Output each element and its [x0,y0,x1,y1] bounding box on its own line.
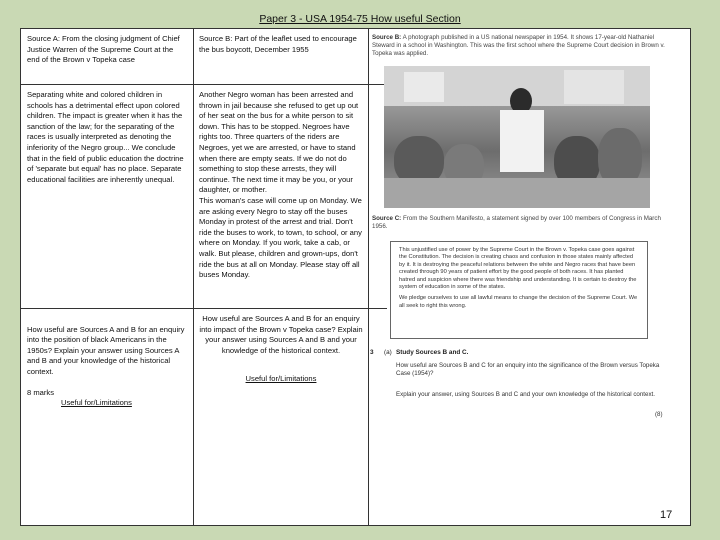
question-heading: Study Sources B and C. [396,349,469,356]
page-number: 17 [660,509,673,521]
source-c-quote [399,247,639,310]
source-c-label: Source C: [372,215,402,222]
question-a-marks: 8 marks [27,388,55,398]
source-c-quote-paragraph-1: This unjustified use of power by the Supreme Court in the Brown v. Topeka case goes against the Constitution. The decision is creating chaos and confusion in those states mainly affected by it. It is destroying the peaceful relations between the white and Negro races that have been created through 90 years of patient effort by the good people of both races. It has planted hatred and suspicion where there was friendship and understanding. It is certain to destroy the system of education in some of the states. [399,247,637,291]
classroom-photo [384,66,650,208]
source-a-heading: Source A: From the closing judgment of Chief Justice Warren of the Supreme Court at the end of the Brown v Topeka case [27,34,180,65]
question-b: How useful are Sources A and B for an enquiry into impact of the Brown v Topeka case? Explain your answer using Sources A and B and your knowledge of the historical context. [199,314,363,355]
question-a [27,314,189,399]
source-b-text: Another Negro woman has been arrested and thrown in jail because she refused to get up out of her seat on the bus for a white person to sit down. This has to be stopped. Negroes have rights too. Three quarters of the riders are Negroes, yet we are arrested, or have to stand when there are empty seats. If we do not do something to stop these arrests, they will continue. The next time it may be you, or your daughter, or mother. This woman's case will come up on Monday. We are asking every Negro to stay off the buses Monday in protest of the arrest and trial. Don't ride the buses to work, to town, to school, or any where on Monday. If you work, take a cab, or walk. But please, children and grown-ups, don't ride the bus at all on Monday. Please stay off all buses Monday. [199,90,362,280]
column-divider [193,29,194,525]
source-b-caption-block [372,34,672,58]
question-part: (a) [384,349,392,356]
photo-window [404,72,444,102]
row-divider [21,308,387,309]
source-c-caption-block [372,215,672,231]
question-number: 3 [370,349,374,356]
source-table [21,29,387,525]
row-divider [21,84,387,85]
source-b-heading: Source B: Part of the leaflet used to encourage the bus boycott, December 1955 [199,34,357,54]
question-marks: (8) [655,411,663,418]
source-b-caption: A photograph published in a US national newspaper in 1954. It shows 17-year-old Nathaniel Steward in a school in Washington. This was the first school where the Supreme Court decision in Brown v. Topeka was applied. [372,34,665,57]
photo-desks [384,178,650,208]
source-c-quote-paragraph-2: We pledge ourselves to use all lawful means to change the decision of the Supreme Court. We all seek to right this wrong. [399,295,638,309]
question-line-2: Explain your answer, using Sources B and C and your own knowledge of the historical context. [396,391,655,398]
page-title: Paper 3 - USA 1954-75 How useful Section [259,13,461,25]
useful-for-limitations-b: Useful for/Limitations [245,374,317,383]
source-c-quote-box [390,241,648,339]
column-divider-right [368,29,369,525]
source-a-text: Separating white and colored children in schools has a detrimental effect upon colored children. The impact is greater when it has the sanction of the law; for the separating of the races is usually interpreted as denoting the inferiority of the Negro group... We conclude that in the field of public education the doctrine of 'separate but equal' has no place. Separate educational facilities are inherently unequal. [27,90,184,184]
source-b-label: Source B: [372,34,402,41]
photo-window [564,70,624,104]
useful-for-limitations-a: Useful for/Limitations [61,398,132,407]
question-line-1: How useful are Sources B and C for an enquiry into the significance of the Brown versus Topeka Case (1954)? [396,362,660,377]
question-a-text: How useful are Sources A and B for an enquiry into the position of black Americans in the 1950s? Explain your answer using Sources A and B and your knowledge of the historical context. [27,324,185,376]
photo-student-shirt [500,110,544,172]
source-c-caption: From the Southern Manifesto, a statement signed by over 100 members of Congress in March 1956. [372,215,661,230]
